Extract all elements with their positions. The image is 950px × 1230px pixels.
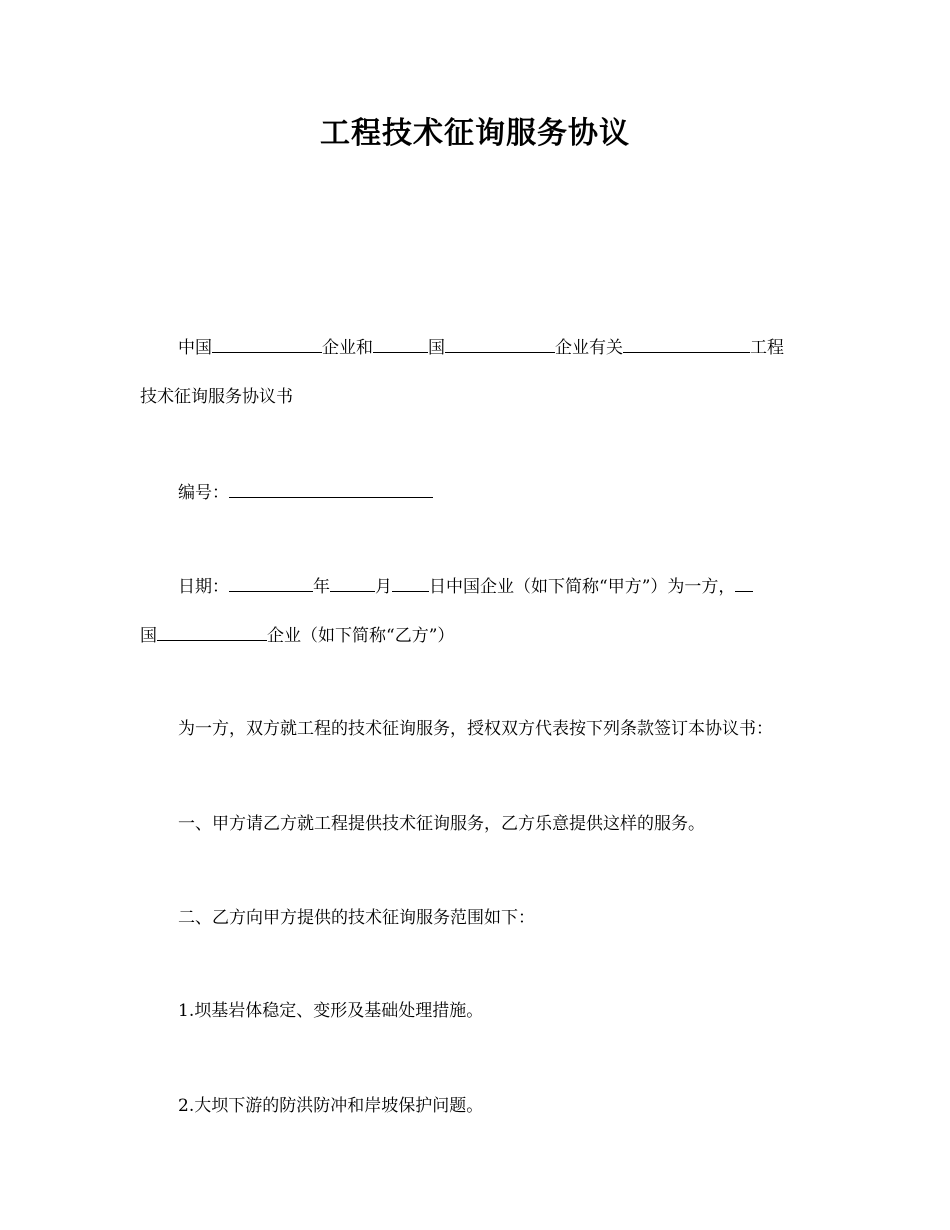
blank-field [623, 335, 750, 353]
date-country-text: 国 [140, 626, 157, 646]
blank-field [157, 623, 267, 641]
date-year-text: 年 [313, 577, 330, 597]
item-2: 2.大坝下游的防洪防冲和岸坡保护问题。 [178, 1096, 484, 1116]
clause-2: 二、乙方向甲方提供的技术征询服务范围如下： [178, 908, 535, 928]
intro-line-1 [178, 335, 784, 360]
intro-line-2: 技术征询服务协议书 [140, 387, 293, 407]
date-party-b-text: 企业（如下简称“乙方”） [267, 626, 455, 646]
date-tail-text: 日中国企业（如下简称“甲方”）为一方， [429, 577, 736, 597]
number-label: 编号： [178, 483, 229, 503]
date-month-text: 月 [375, 577, 392, 597]
intro-text-country: 国 [428, 338, 445, 358]
date-line-2 [140, 623, 454, 648]
intro-text-enterprise-about: 企业有关 [555, 338, 623, 358]
date-month-blank [330, 574, 375, 592]
date-line-1 [178, 574, 753, 599]
date-label: 日期： [178, 577, 229, 597]
clause-1: 一、甲方请乙方就工程提供技术征询服务，乙方乐意提供这样的服务。 [178, 814, 705, 834]
intro-text-china: 中国 [178, 338, 212, 358]
date-day-blank [392, 574, 429, 592]
party-paragraph: 为一方，双方就工程的技术征询服务，授权双方代表按下列条款签订本协议书： [178, 719, 773, 739]
document-title: 工程技术征询服务协议 [320, 116, 630, 151]
item-1: 1.坝基岩体稳定、变形及基础处理措施。 [178, 1001, 484, 1021]
intro-text-enterprise-and: 企业和 [322, 338, 373, 358]
blank-field [373, 335, 428, 353]
intro-text-engineering: 工程 [750, 338, 784, 358]
blank-field [445, 335, 555, 353]
number-line [178, 480, 433, 505]
date-year-blank [229, 574, 313, 592]
blank-field [735, 574, 753, 592]
number-blank [229, 480, 433, 498]
blank-field [212, 335, 322, 353]
